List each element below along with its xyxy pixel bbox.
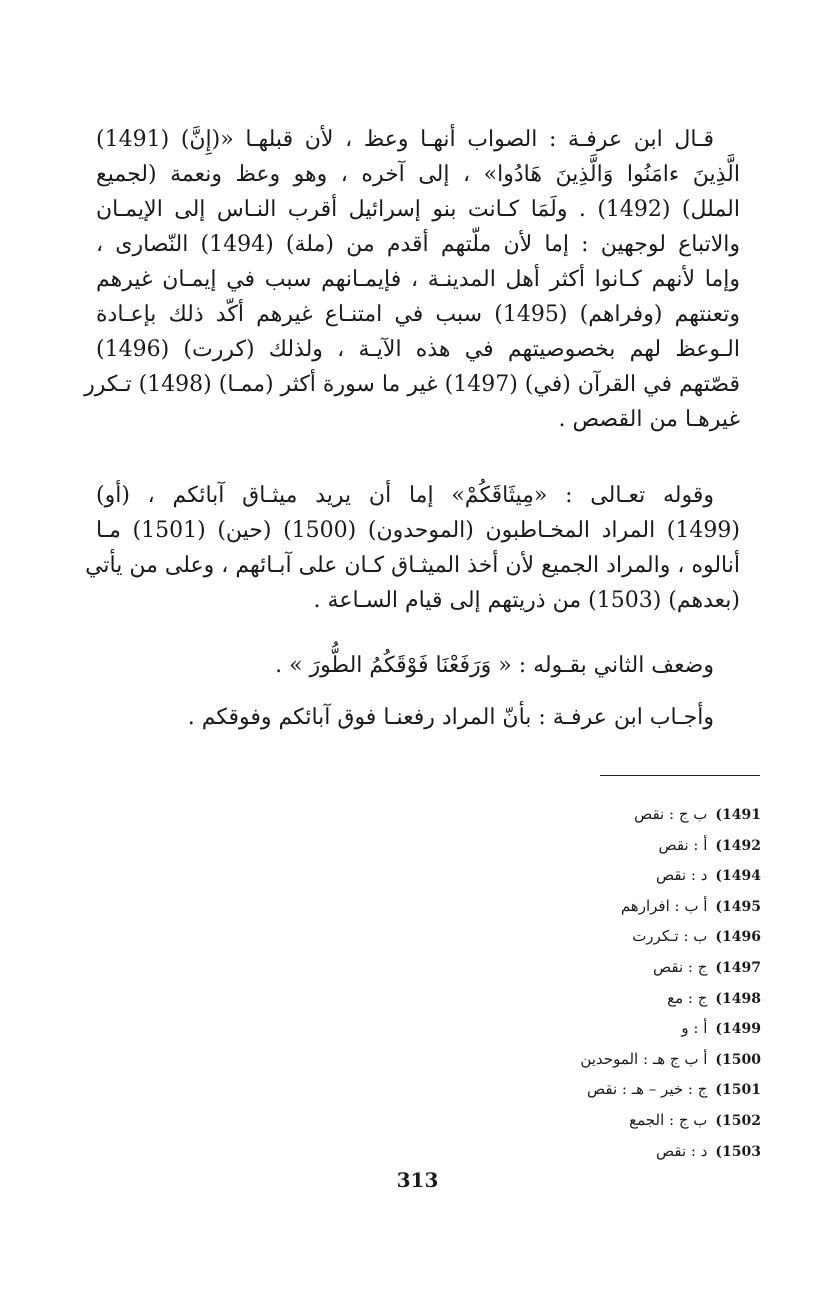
footnote-text: أ : نقص (658, 835, 708, 854)
footnote-number: (1503 (715, 1143, 761, 1160)
text-line: وتعنتهم (وفراهم) (1495) سبب في امتنـاع غيرهم أكّد ذلك بإعـادة (96, 302, 740, 327)
footnote-text: ب : تـكررت (632, 927, 708, 946)
footnote-text: ج : نقص (652, 957, 708, 976)
text-line: والاتباع لوجهين : إما لأن ملّتهم أقدم من (ملة) (1494) النّصارى ، (96, 232, 741, 257)
footnote-item (421, 861, 761, 892)
footnote-number: (1497 (715, 959, 761, 976)
footnote-text: ج : مع (667, 988, 708, 1007)
text-line: أنالوه ، والمراد الجميع لأن أخذ الميثـاق كـان على آبـائهم ، وعلى من يأتي (85, 553, 740, 578)
footnote-text: ب ج : نقص (634, 805, 708, 823)
footnote-number: (1495 (715, 898, 761, 915)
paragraph-3 (96, 648, 740, 683)
footnote-item (421, 1014, 761, 1045)
text-line: قـال ابن عرفـة : الصواب أنهـا وعظ ، لأن قبلهـا «(إِنَّ) (1491) (96, 127, 714, 152)
text-line: وقوله تعـالى : «مِيثَاقَكُمْ» إما أن يريد ميثـاق آبائكم ، (أو) (96, 483, 714, 508)
footnote-text: د : نقص (655, 866, 708, 885)
footnotes (421, 800, 761, 1167)
footnote-text: أ : و (681, 1019, 708, 1038)
footnote-text: أ ب : افرارهم (620, 896, 708, 915)
footnote-number: (1494 (715, 868, 761, 885)
paragraph-2 (85, 478, 740, 618)
paragraph-1 (84, 122, 741, 437)
footnote-number: (1498 (715, 990, 761, 1007)
text-line: قصّتهم في القرآن (في) (1497) غير ما سورة أكثر (ممـا) (1498) تـكرر (84, 372, 740, 397)
footnote-item (421, 984, 761, 1015)
footnote-item (421, 1106, 761, 1137)
footnote-item (421, 892, 761, 923)
footnote-item (421, 800, 761, 831)
footnote-number: (1501 (715, 1082, 761, 1099)
footnote-item (421, 953, 761, 984)
paragraph-4 (96, 700, 740, 735)
text-line: غيرهـا من القصص . (558, 407, 740, 432)
text-line: الملل) (1492) . ولَمَا كـانت بنو إسرائيل أقرب النـاس إلى الإيمـان (96, 197, 740, 222)
text-line: وإما لأنهم كـانوا أكثر أهل المدينـة ، فإيمـانهم سبب في إيمـان غيرهم (96, 267, 740, 292)
footnote-number: (1492 (715, 837, 761, 854)
footnote-text: ب ج : الجمع (629, 1110, 708, 1129)
footnote-number: (1491 (715, 807, 761, 823)
footnote-number: (1499 (715, 1021, 761, 1038)
text-line: (1499) المراد المخـاطبون (الموحدون) (1500) (حين) (1501) مـا (96, 518, 740, 543)
footnote-text: د : نقص (655, 1141, 708, 1160)
footnote-item (421, 922, 761, 953)
footnote-item (421, 1075, 761, 1106)
text-line: وضعف الثاني بقـوله : « وَرَفَعْنَا فَوْقَكُمُ الطُّورَ » . (275, 653, 714, 678)
footnote-item (421, 1137, 761, 1168)
footnote-text: ج : خير – هـ : نقص (586, 1080, 708, 1099)
footnote-item (421, 831, 761, 862)
page-number: 313 (396, 1168, 439, 1192)
text-line: وأجـاب ابن عرفـة : بأنّ المراد رفعنـا فوق آبائكم وفوقكم . (187, 705, 714, 730)
text-line: الَّذِينَ ءامَنُوا وَالَّذِينَ هَادُوا» ، إلى آخره ، وهو وعظ ونعمة (لجميع (96, 162, 740, 187)
text-line: الـوعظ لهم بخصوصيتهم في هذه الآيـة ، ولذلك (كررت) (1496) (96, 337, 740, 362)
footnote-text: أ ب ج هـ : الموحدين (580, 1049, 708, 1068)
footnote-number: (1496 (715, 929, 761, 946)
footnote-separator (600, 775, 760, 776)
footnote-number: (1502 (715, 1112, 761, 1129)
footnote-number: (1500 (715, 1051, 761, 1068)
text-line: (بعدهم) (1503) من ذريتهم إلى قيام السـاعة . (313, 588, 740, 613)
footnote-item (421, 1045, 761, 1076)
